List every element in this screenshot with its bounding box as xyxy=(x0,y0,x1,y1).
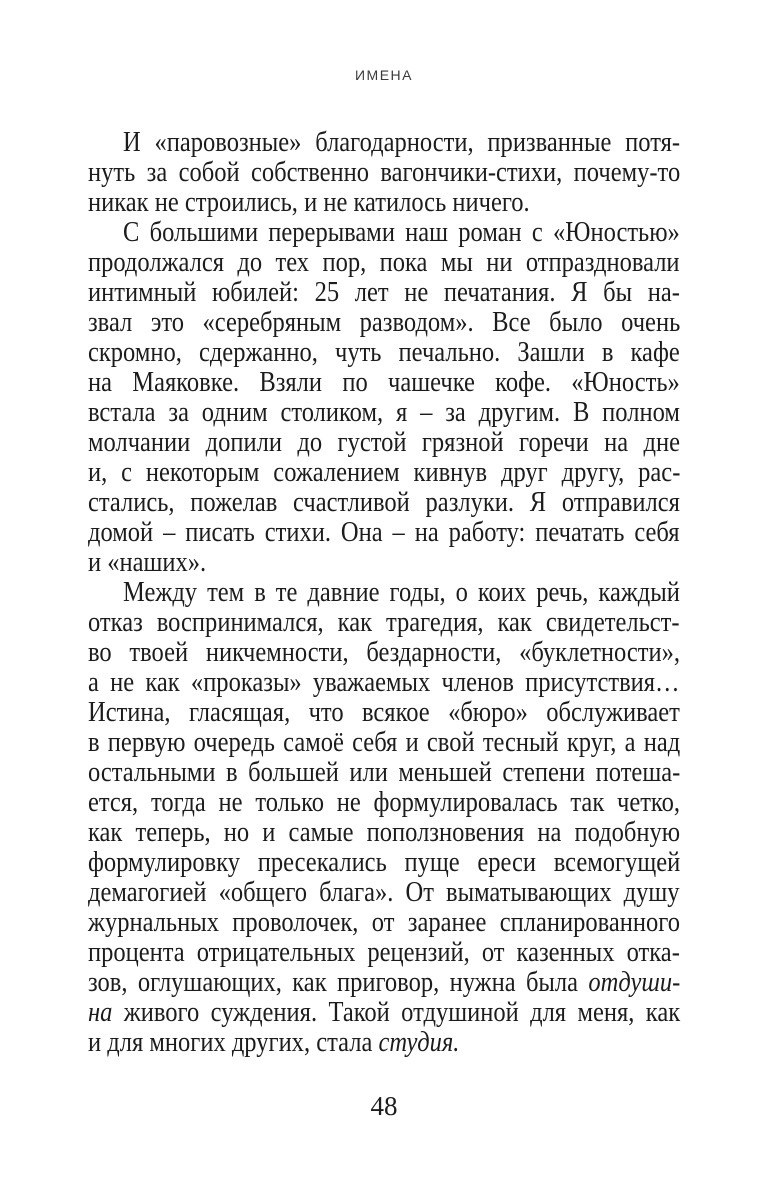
body-text: и для многих других, стала xyxy=(88,1027,379,1058)
text-line xyxy=(88,638,680,668)
italic-text: на xyxy=(88,997,113,1028)
text-line xyxy=(88,998,680,1028)
text-line xyxy=(88,788,680,818)
body-text: домой – писать стихи. Она – на работу: печатать себя xyxy=(88,517,680,548)
text-line xyxy=(88,338,680,368)
paragraph xyxy=(88,218,680,578)
body-text: молчании допили до густой грязной горечи на дне xyxy=(88,427,680,458)
text-line xyxy=(88,218,680,248)
body-text: во твоей никчемности, бездарности, «буклетности», xyxy=(88,637,681,668)
text-block xyxy=(88,128,680,1058)
body-text: и, с некоторым сожалением кивнув друг другу, рас- xyxy=(88,457,681,488)
body-text: на Маяковке. Взяли по чашечке кофе. «Юность» xyxy=(88,367,680,398)
body-text: Между тем в те давние годы, о коих речь, каждый xyxy=(123,577,680,608)
paragraph xyxy=(88,128,680,218)
text-line xyxy=(88,818,680,848)
text-line xyxy=(88,848,680,878)
body-text: зов, оглушающих, как приговор, нужна была xyxy=(88,967,589,998)
text-line xyxy=(88,458,680,488)
text-line xyxy=(88,578,680,608)
body-text: стались, пожелав счастливой разлуки. Я отправился xyxy=(88,487,680,518)
body-text: отказ воспринимался, как трагедия, как свидетельст- xyxy=(88,607,680,638)
body-text: звал это «серебряным разводом». Все было очень xyxy=(88,307,681,338)
body-text: и «наших». xyxy=(88,547,207,578)
body-text: встала за одним столиком, я – за другим. В полном xyxy=(88,397,680,428)
text-line xyxy=(88,968,680,998)
text-line xyxy=(88,398,680,428)
text-line xyxy=(88,698,680,728)
text-line xyxy=(88,308,680,338)
body-text: живого суждения. Такой отдушиной для меня, как xyxy=(112,997,681,1028)
body-text: И «паровозные» благодарности, призванные потя- xyxy=(123,127,681,158)
text-line xyxy=(88,1028,680,1058)
text-line xyxy=(88,488,680,518)
body-text: формулировку пресекались пуще ереси всемогущей xyxy=(88,847,681,878)
text-line xyxy=(88,368,680,398)
body-text: журнальных проволочек, от заранее спланированного xyxy=(88,907,680,938)
page-number: 48 xyxy=(370,1091,398,1121)
italic-text: отдуши- xyxy=(588,967,681,998)
text-line xyxy=(88,158,680,188)
text-line xyxy=(88,128,680,158)
paragraph xyxy=(88,578,680,1058)
body-text: ется, тогда не только не формулировалась так четко, xyxy=(88,787,680,818)
text-line xyxy=(88,908,680,938)
body-text: остальными в большей или меньшей степени потеша- xyxy=(88,757,681,788)
text-line xyxy=(88,728,680,758)
italic-text: студия. xyxy=(378,1027,460,1058)
body-text: процента отрицательных рецензий, от казенных отка- xyxy=(88,937,680,968)
text-line xyxy=(88,548,680,578)
body-text: как теперь, но и самые поползновения на подобную xyxy=(88,817,681,848)
text-line xyxy=(88,188,680,218)
body-text: интимный юбилей: 25 лет не печатания. Я бы на- xyxy=(88,277,680,308)
body-text: а не как «проказы» уважаемых членов присутствия… xyxy=(88,667,680,698)
body-text: никак не строились, и не катилось ничего. xyxy=(88,187,530,218)
body-text: демагогией «общего блага». От выматывающих душу xyxy=(88,877,680,908)
text-line xyxy=(88,668,680,698)
text-line xyxy=(88,758,680,788)
text-line xyxy=(88,938,680,968)
text-line xyxy=(88,278,680,308)
text-line xyxy=(88,518,680,548)
body-text: С большими перерывами наш роман с «Юностью» xyxy=(123,217,680,248)
text-line xyxy=(88,878,680,908)
body-text: продолжался до тех пор, пока мы ни отпраздновали xyxy=(88,247,680,278)
running-head: ИМЕНА xyxy=(354,67,413,83)
body-text: в первую очередь самоё себя и свой тесный круг, а над xyxy=(88,727,681,758)
text-line xyxy=(88,248,680,278)
text-line xyxy=(88,608,680,638)
body-text: нуть за собой собственно вагончики-стихи, почему-то xyxy=(88,157,681,188)
body-text: Истина, гласящая, что всякое «бюро» обслуживает xyxy=(88,697,680,728)
body-text: скромно, сдержанно, чуть печально. Зашли в кафе xyxy=(88,337,680,368)
text-line xyxy=(88,428,680,458)
